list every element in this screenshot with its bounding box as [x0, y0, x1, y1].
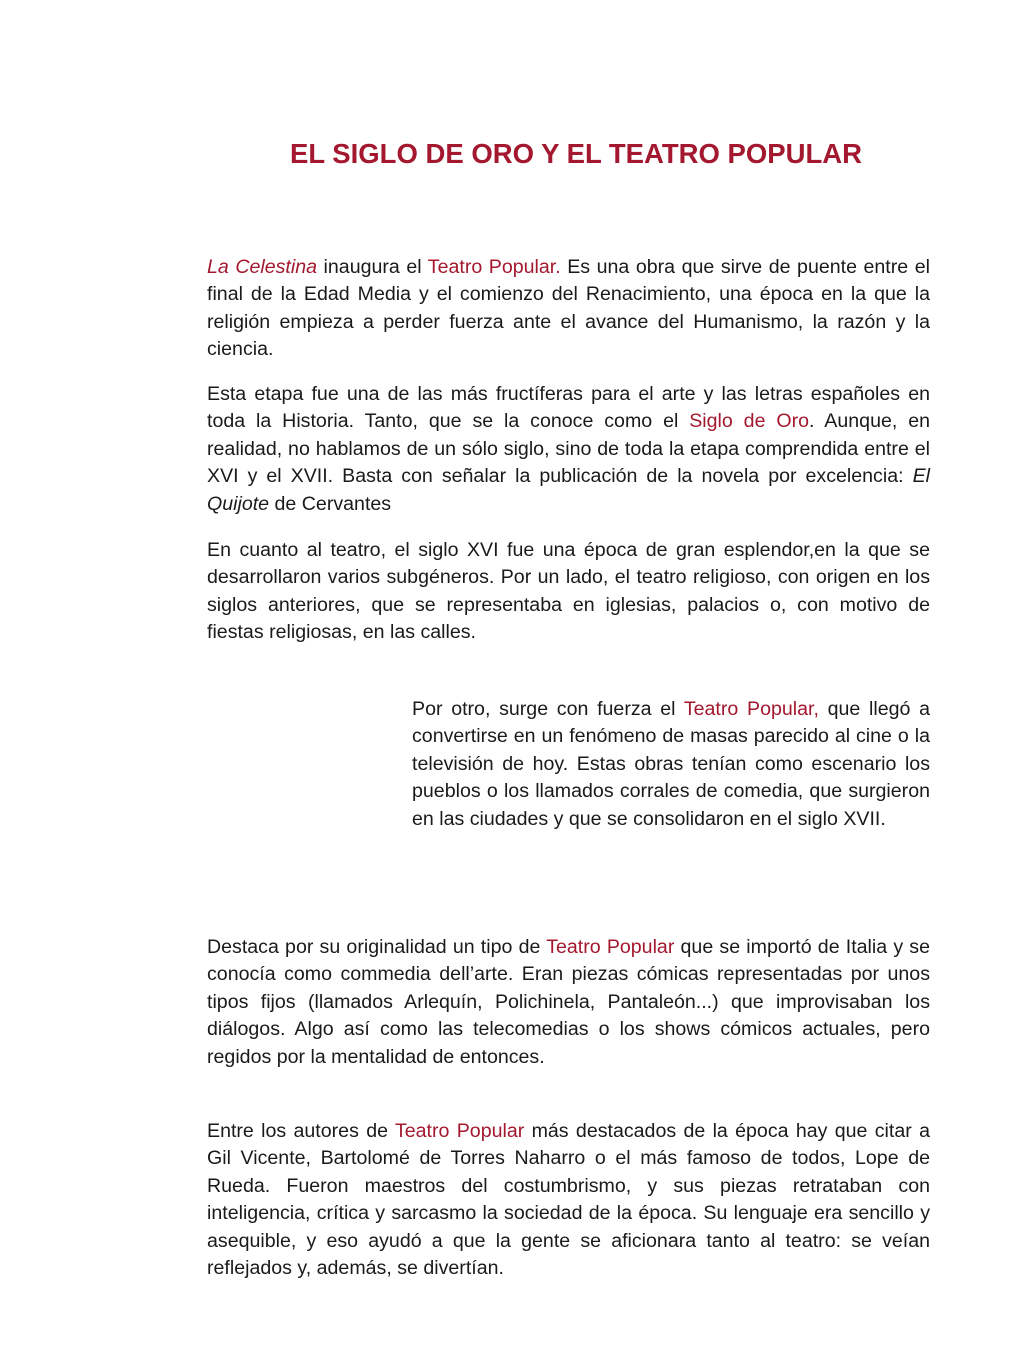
paragraph-text: de Cervantes [269, 492, 392, 515]
paragraph-commedia-dellarte [207, 934, 930, 1071]
highlight-teatro-popular: Teatro Popular. [427, 256, 561, 278]
paragraph-text: Por otro, surge con fuerza el [412, 698, 684, 720]
paragraph-text: En cuanto al teatro, el siglo XVI fue una época de gran esplendor,en la que se desarrollaron varios subgéneros. Por un lado, el teatro religioso, con origen en los siglos anteriores, que se representaba en iglesias, palacios o, con motivo de fiestas religiosas, en las calles. [207, 539, 930, 644]
paragraph-text: inaugura el [317, 256, 428, 278]
highlight-teatro-popular: Teatro Popular [546, 936, 675, 958]
paragraph-teatro-popular [412, 696, 930, 833]
paragraph-siglo-de-oro [207, 381, 930, 518]
paragraph-text: . Aunque, en realidad, no hablamos de un sólo siglo, sino de toda la etapa comprendida entre el XVI y el XVII. Basta con señalar la publicación de la novela por excelencia: [207, 410, 930, 488]
work-title-la-celestina: La Celestina [207, 256, 318, 278]
page-title: EL SIGLO DE ORO Y EL TEATRO POPULAR [290, 138, 862, 170]
highlight-teatro-popular: Teatro Popular, [683, 698, 819, 720]
highlight-siglo-de-oro: Siglo de Oro [689, 410, 810, 433]
paragraph-teatro-religioso [207, 537, 930, 647]
paragraph-text: que llegó a convertirse en un fenómeno de masas parecido al cine o la televisión de hoy. Estas obras tenían como escenario los pueblos o los llamados corrales de comedia, que surgieron en las ciudades y que se consolidaron en el siglo XVII. [412, 698, 930, 830]
paragraph-text: que se importó de Italia y se conocía como commedia dell’arte. Eran piezas cómicas representadas por unos tipos fijos (llamados Arlequín, Polichinela, Pantaleón...) que improvisaban los diálogos. Algo así como las telecomedias o los shows cómicos actuales, pero regidos por la mentalidad de entonces. [207, 936, 930, 1068]
work-title-el-quijote: El Quijote [207, 465, 930, 515]
paragraph-la-celestina [207, 254, 930, 364]
paragraph-text: Es una obra que sirve de puente entre el final de la Edad Media y el comienzo del Renacimiento, una época en la que la religión empieza a perder fuerza ante el avance del Humanismo, la razón y la ciencia. [207, 256, 930, 361]
paragraph-text: Entre los autores de [207, 1120, 395, 1142]
paragraph-text: Destaca por su originalidad un tipo de [207, 936, 547, 958]
paragraph-autores [207, 1118, 930, 1282]
paragraph-text: Esta etapa fue una de las más fructíferas para el arte y las letras españoles en toda la Historia. Tanto, que se la conoce como el [207, 383, 930, 433]
paragraph-text: más destacados de la época hay que citar a Gil Vicente, Bartolomé de Torres Naharro o el más famoso de todos, Lope de Rueda. Fueron maestros del costumbrismo, y sus piezas retrataban con inteligencia, crítica y sarcasmo la sociedad de la época. Su lenguaje era sencillo y asequible, y eso ayudó a que la gente se aficionara tanto al teatro: se veían reflejados y, además, se divertían. [207, 1120, 930, 1280]
highlight-teatro-popular: Teatro Popular [394, 1120, 525, 1142]
